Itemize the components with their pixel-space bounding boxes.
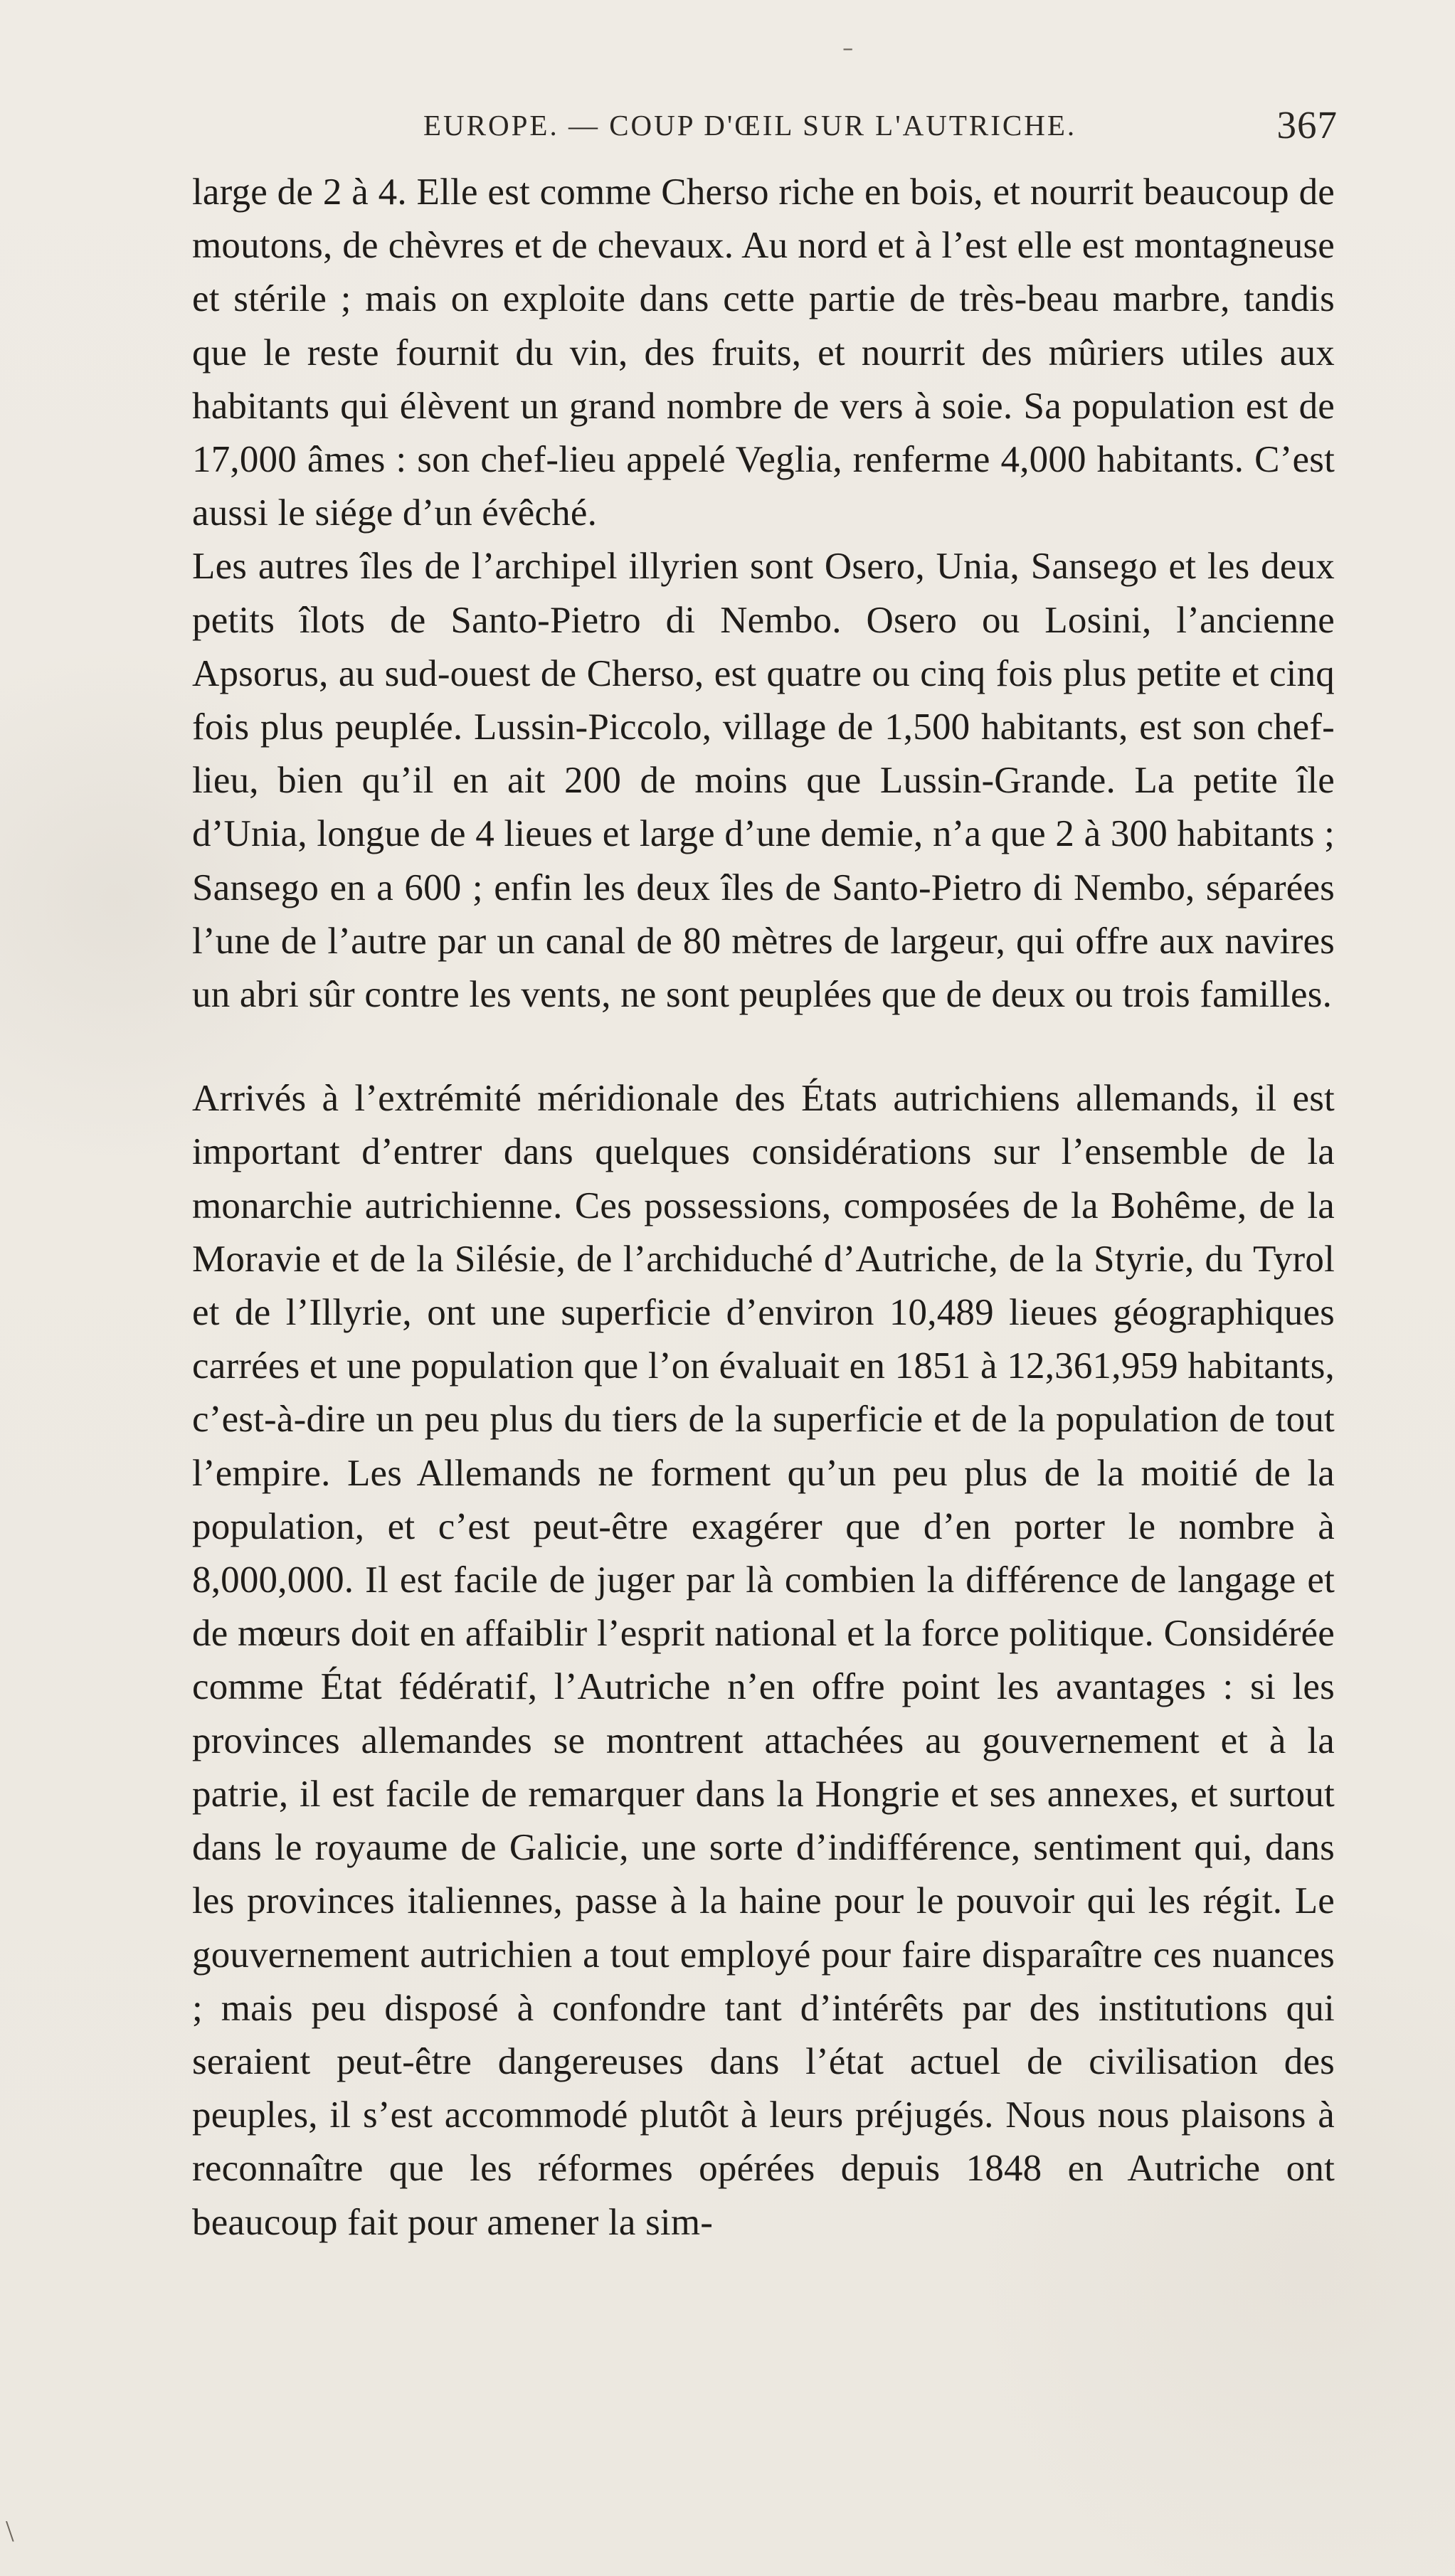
body-text (192, 166, 1335, 2249)
top-print-mark-icon: ˗ (843, 29, 855, 61)
edge-print-mark-icon: \ (6, 2516, 14, 2548)
running-head (192, 29, 1338, 151)
paragraph-3: Arrivés à l’extrémité méridionale des États autrichiens allemands, il est important d’entrer dans quelques considérations sur l’ensemble de la monarchie autrichienne. Ces possessions, composées de la Bohême, de la Moravie et de la Silésie, de l’archiduché d’Autriche, de la Styrie, du Tyrol et de l’Illyrie, ont une superficie d’environ 10,489 lieues géographiques carrées et une population que l’on évaluait en 1851 à 12,361,959 habitants, c’est-à-dire un peu plus du tiers de la superficie et de la population de tout l’empire. Les Allemands ne forment qu’un peu plus de la moitié de la population, et c’est peut-être exagérer que d’en porter le nombre à 8,000,000. Il est facile de juger par là combien la différence de langage et de mœurs doit en affaiblir l’esprit national et la force politique. Considérée comme État fédératif, l’Autriche n’en offre point les avantages : si les provinces allemandes se montrent attachées au gouvernement et à la patrie, il est facile de remarquer dans la Hongrie et ses annexes, et surtout dans le royaume de Galicie, une sorte d’indifférence, sentiment qui, dans les provinces italiennes, passe à la haine pour le pouvoir qui les régit. Le gouvernement autrichien a tout employé pour faire disparaître ces nuances ; mais peu disposé à confondre tant d’intérêts par des institutions qui seraient peut-être dangereuses dans l’état actuel de civilisation des peuples, il s’est accommodé plutôt à leurs préjugés. Nous nous plaisons à reconnaître que les réformes opérées depuis 1848 en Autriche ont beaucoup fait pour amener la sim- (192, 1078, 1335, 2243)
page-title: EUROPE. — COUP D'ŒIL SUR L'AUTRICHE. (423, 109, 1077, 142)
page-number: 367 (1276, 103, 1338, 147)
paragraph-1: large de 2 à 4. Elle est comme Cherso riche en bois, et nourrit beaucoup de moutons, de chèvres et de chevaux. Au nord et à l’est elle est montagneuse et stérile ; mais on exploite dans cette partie de très-beau marbre, tandis que le reste fournit du vin, des fruits, et nourrit des mûriers utiles aux habitants qui élèvent un grand nombre de vers à soie. Sa population est de 17,000 âmes : son chef-lieu appelé Veglia, renferme 4,000 habitants. C’est aussi le siége d’un évêché. (192, 171, 1335, 534)
paragraph-2: Les autres îles de l’archipel illyrien sont Osero, Unia, Sansego et les deux petits îlots de Santo-Pietro di Nembo. Osero ou Losini, l’ancienne Apsorus, au sud-ouest de Cherso, est quatre ou cinq fois plus petite et cinq fois plus peuplée. Lussin-Piccolo, village de 1,500 habitants, est son chef-lieu, bien qu’il en ait 200 de moins que Lussin-Grande. La petite île d’Unia, longue de 4 lieues et large d’une demie, n’a que 2 à 300 habitants ; Sansego en a 600 ; enfin les deux îles de Santo-Pietro di Nembo, séparées l’une de l’autre par un canal de 80 mètres de largeur, qui offre aux navires un abri sûr contre les vents, ne sont peuplées que de deux ou trois familles. (192, 546, 1335, 1016)
paragraph-gap (192, 1022, 1335, 1072)
